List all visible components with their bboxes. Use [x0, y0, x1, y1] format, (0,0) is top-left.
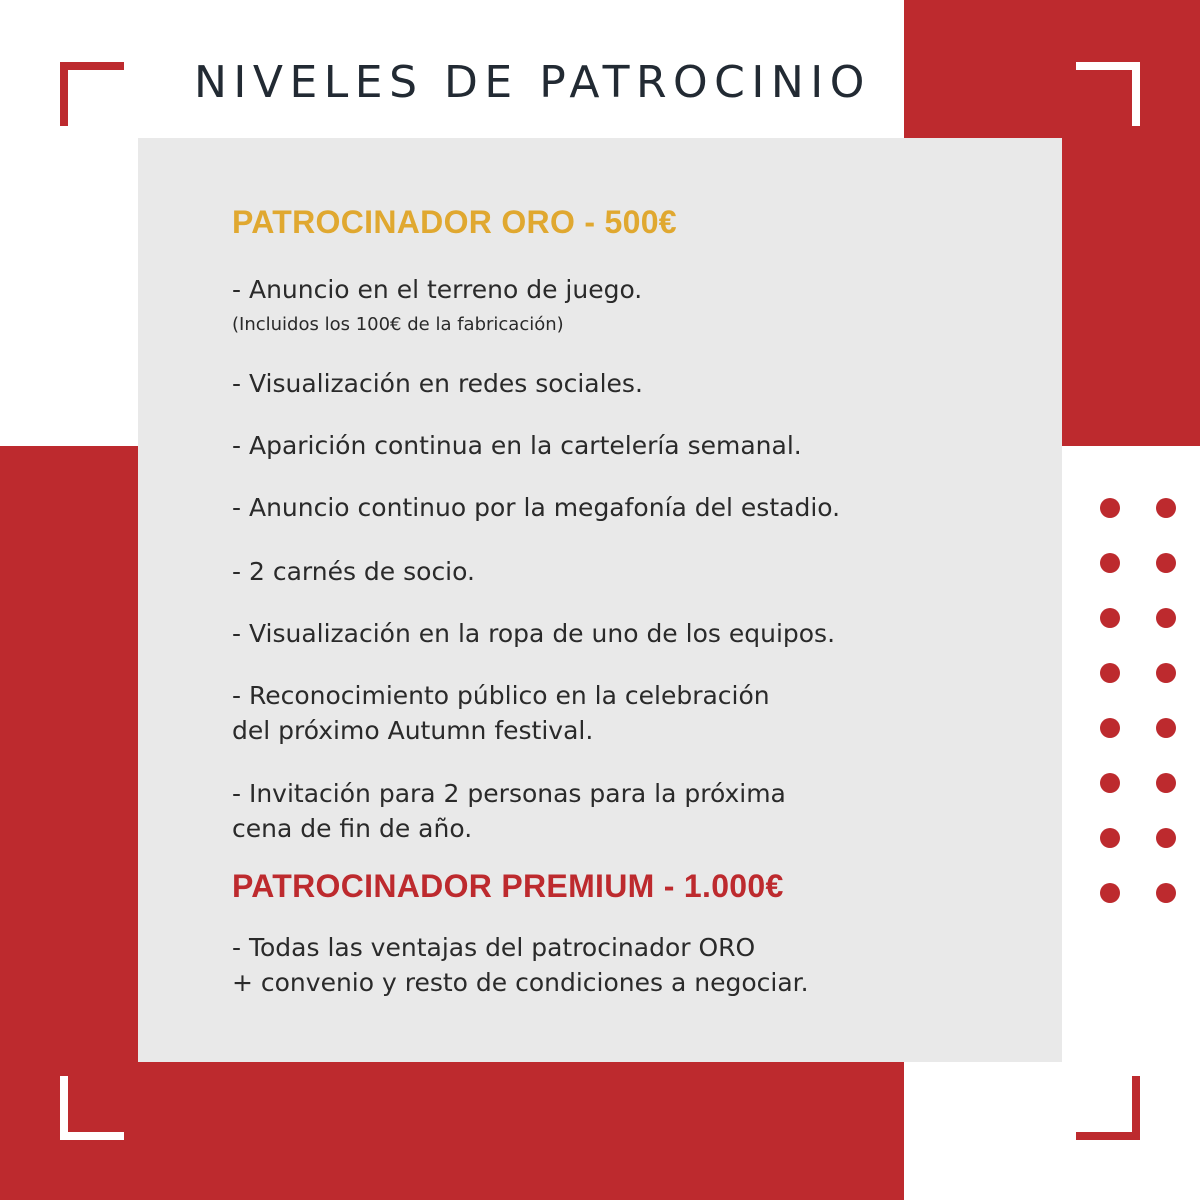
- decorative-dot: [1100, 608, 1120, 628]
- decorative-dot: [1156, 883, 1176, 903]
- decorative-dot: [1156, 773, 1176, 793]
- gold-tier-heading: PATROCINADOR ORO - 500€: [232, 204, 677, 240]
- benefit-line: - Invitación para 2 personas para la próxima: [232, 779, 786, 808]
- decorative-dot: [1100, 883, 1120, 903]
- benefit-line: del próximo Autumn festival.: [232, 716, 594, 745]
- decorative-dot: [1156, 553, 1176, 573]
- decorative-dot: [1100, 663, 1120, 683]
- benefit-line: - Reconocimiento público en la celebración: [232, 681, 770, 710]
- corner-bracket-top-right: [1076, 62, 1140, 126]
- corner-bracket-bottom-left: [60, 1076, 124, 1140]
- gold-benefit-stadium-announcement: - Anuncio continuo por la megafonía del estadio.: [232, 493, 841, 522]
- corner-bracket-top-left: [60, 62, 124, 126]
- decorative-dot: [1156, 608, 1176, 628]
- decorative-dot: [1156, 498, 1176, 518]
- decorative-dot: [1100, 553, 1120, 573]
- decorative-dot: [1100, 718, 1120, 738]
- decorative-dot: [1156, 718, 1176, 738]
- gold-benefit-ad-field-note: (Incluidos los 100€ de la fabricación): [232, 314, 564, 335]
- decorative-dot: [1100, 498, 1120, 518]
- page-title: NIVELES DE PATROCINIO: [194, 57, 871, 108]
- corner-bracket-bottom-right: [1076, 1076, 1140, 1140]
- gold-benefit-public-recognition: [232, 678, 770, 748]
- benefit-line: + convenio y resto de condiciones a negociar.: [232, 968, 809, 997]
- decorative-dot: [1156, 828, 1176, 848]
- red-block-bottom: [138, 1062, 904, 1200]
- gold-benefit-dinner-invitation: [232, 776, 786, 846]
- gold-benefit-team-clothing: - Visualización en la ropa de uno de los equipos.: [232, 619, 836, 648]
- gold-benefit-social-media: - Visualización en redes sociales.: [232, 369, 643, 398]
- sponsorship-card: [138, 138, 1062, 1062]
- gold-benefit-member-cards: - 2 carnés de socio.: [232, 557, 475, 586]
- premium-benefit-all-gold: [232, 930, 809, 1000]
- premium-tier-heading: PATROCINADOR PREMIUM - 1.000€: [232, 868, 784, 904]
- benefit-line: - Todas las ventajas del patrocinador ORO: [232, 933, 756, 962]
- decorative-dot: [1100, 828, 1120, 848]
- gold-benefit-ad-field: - Anuncio en el terreno de juego.: [232, 275, 643, 304]
- gold-benefit-weekly-posters: - Aparición continua en la cartelería semanal.: [232, 431, 802, 460]
- benefit-line: cena de fin de año.: [232, 814, 473, 843]
- decorative-dot: [1100, 773, 1120, 793]
- decorative-dot: [1156, 663, 1176, 683]
